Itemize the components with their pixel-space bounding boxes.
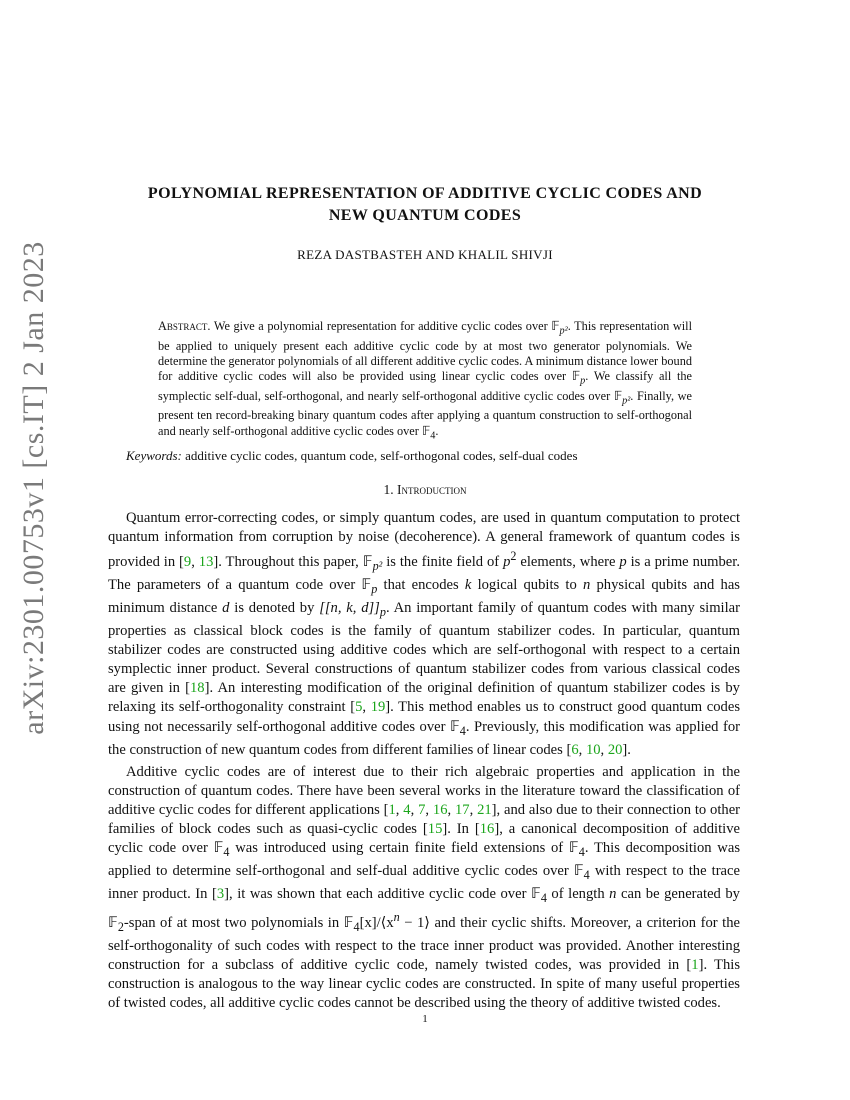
keywords-label: Keywords: bbox=[126, 448, 182, 463]
citation-link[interactable]: 7 bbox=[418, 801, 426, 818]
paper-title-line-2: NEW QUANTUM CODES bbox=[328, 207, 522, 224]
citation-link[interactable]: 19 bbox=[370, 699, 386, 716]
citation-link[interactable]: 5 bbox=[355, 699, 363, 716]
citation-link[interactable]: 10 bbox=[585, 741, 601, 758]
abstract: Abstract. We give a polynomial representation for additive cyclic codes over 𝔽$_{p^2}$. This representation will be applied to uniquely present each additive cyclic code by at most two generator polynomials. We determine the generator polynomials of all different additive cyclic codes. A minimum distance lower bound for additive cyclic codes will also be provided using linear cyclic codes over 𝔽$_p$. We classify all the symplectic self-dual, self-orthogonal, and nearly self-orthogonal additive cyclic codes over 𝔽$_{p^2}$. Finally, we present ten record-breaking binary quantum codes after applying a quantum construction to self-orthogonal and nearly self-orthogonal additive cyclic codes over 𝔽$_4$. bbox=[158, 319, 693, 442]
abstract-heading: Abstract. bbox=[158, 319, 211, 333]
arxiv-identifier bbox=[14, 241, 54, 735]
section-number: 1. bbox=[383, 482, 394, 497]
citation-link[interactable]: 20 bbox=[607, 741, 623, 758]
keywords-text: additive cyclic codes, quantum code, self-orthogonal codes, self-dual codes bbox=[185, 448, 578, 463]
body-text bbox=[108, 509, 740, 1013]
citation-link[interactable]: 3 bbox=[216, 885, 225, 902]
paragraph-2: Additive cyclic codes are of interest due to their rich algebraic properties and application in the construction of quantum codes. There have been several works in the literature toward the classification of additive cyclic codes for different applications [1, 4, 7, 16, 17, 21], and also due to their connection to other families of block codes such as quasi-cyclic codes [15]. In [16], a canonical decomposition of additive cyclic code over 𝔽$_4$ was introduced using certain finite field extensions of 𝔽$_4$. This decomposition was applied to determine self-orthogonal and self-dual additive cyclic codes over 𝔽$_4$ with respect to the trace inner product. In [3], it was shown that each additive cyclic code over 𝔽$_4$ of length n can be generated by 𝔽$_2$-span of at most two polynomials in $𝔽_4[x]/⟨x^n$ − 1⟩ and their cyclic shifts. Moreover, a criterion for the self-orthogonality of such codes with respect to the trace inner product was provided. Another interesting construction for a subclass of additive cyclic code, namely twisted codes, was provided in [1]. This construction is analogous to the way linear cyclic codes are constructed. In spite of many useful properties of twisted codes, all additive cyclic codes cannot be described using the theory of additive twisted codes. bbox=[108, 763, 741, 1012]
keywords bbox=[126, 448, 726, 464]
arxiv-identifier-text: arXiv:2301.00753v1 [cs.IT] 2 Jan 2023 bbox=[17, 241, 50, 735]
citation-link[interactable]: 6 bbox=[571, 741, 579, 758]
citation-link[interactable]: 13 bbox=[198, 554, 214, 571]
section-title: Introduction bbox=[397, 482, 467, 497]
page-number: 1 bbox=[422, 1013, 428, 1025]
paper-title bbox=[100, 183, 750, 227]
citation-link[interactable]: 15 bbox=[427, 820, 443, 837]
citation-link[interactable]: 16 bbox=[479, 820, 495, 837]
citation-link[interactable]: 18 bbox=[189, 680, 205, 697]
citation-link[interactable]: 9 bbox=[183, 554, 192, 571]
paper-title-line-1: POLYNOMIAL REPRESENTATION OF ADDITIVE CYCLIC CODES AND bbox=[147, 185, 703, 202]
citation-link[interactable]: 21 bbox=[477, 801, 492, 818]
citation-link[interactable]: 1 bbox=[691, 956, 699, 973]
paragraph-1: Quantum error-correcting codes, or simply quantum codes, are used in quantum computation to protect quantum information from corruption by noise (decoherence). A general framework of quantum codes is provided in [9, 13]. Throughout this paper, 𝔽$_{p^2}$ is the finite field of $p^2$ elements, where p is a prime number. The parameters of a quantum code over 𝔽$_p$ that encodes k logical qubits to n physical qubits and has minimum distance d is denoted by [[n, k, $d]]_p$. An important family of quantum codes with many similar properties as classical block codes is the family of quantum stabilizer codes. In particular, quantum stabilizer codes are constructed using additive codes which are self-orthogonal with respect to a certain symplectic inner product. Several constructions of quantum stabilizer codes from various classical codes are given in [18]. An interesting modification of the original definition of quantum stabilizer codes is by relaxing its self-orthogonality constraint [5, 19]. This method enables us to construct good quantum codes using not necessarily self-orthogonal additive codes over 𝔽$_4$. Previously, this modification was applied for the construction of new quantum codes from different families of linear codes [6, 10, 20]. bbox=[108, 510, 740, 758]
citation-link[interactable]: 1 bbox=[388, 801, 396, 818]
section-heading bbox=[100, 482, 750, 498]
paper-authors: REZA DASTBASTEH AND KHALIL SHIVJI bbox=[297, 247, 553, 262]
citation-link[interactable]: 16 bbox=[432, 801, 448, 818]
citation-link[interactable]: 4 bbox=[403, 801, 411, 818]
citation-link[interactable]: 17 bbox=[454, 801, 470, 818]
